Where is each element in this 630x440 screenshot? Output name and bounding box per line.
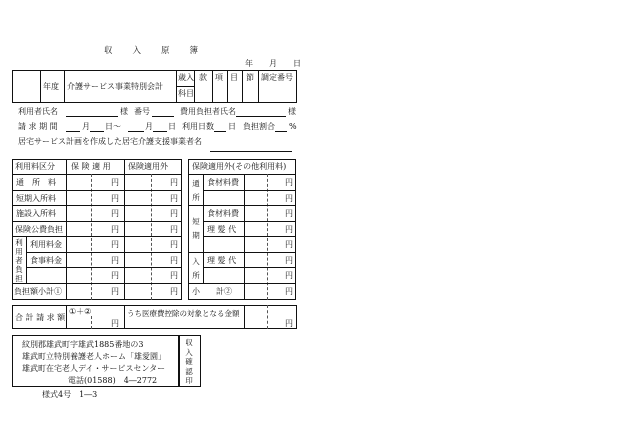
total-formula: ①＋② <box>69 307 92 316</box>
yen-rr7: 円 <box>285 271 293 280</box>
food-label-1: 食材料費 <box>207 178 239 187</box>
user-burden-vertical: 利用者負担 <box>15 238 23 283</box>
confirm-stamp-label: 収入確認印 <box>185 338 193 385</box>
row-label-riyoryo: 利用料金 <box>30 240 62 249</box>
medical-deduction-label: うち医療費控除の対象となる金額 <box>127 309 240 318</box>
food-label-2: 食材料費 <box>207 209 239 218</box>
date-label: 年 月 日 <box>245 59 301 68</box>
payer-name-label: 費用負担者氏名 <box>180 107 236 116</box>
sama-1: 様 <box>120 107 128 116</box>
days-label: 利用日数 <box>182 122 214 131</box>
row-label-tsusho: 通 所 料 <box>16 178 56 187</box>
day-2: 日 <box>168 122 176 131</box>
address-line-4: 電話(01588) 4―2772 <box>68 376 158 385</box>
col-header-uninsured: 保険適用外 <box>128 162 168 171</box>
row-label-shokuji: 食事料金 <box>30 256 62 265</box>
kou-label: 項 <box>215 73 223 82</box>
yen-r8: 円 <box>170 287 178 296</box>
yen-r3: 円 <box>170 209 178 218</box>
sainyu-label: 歳入 <box>178 73 194 82</box>
yen-rr6: 円 <box>285 256 293 265</box>
sama-2: 様 <box>288 107 296 116</box>
number-label: 番号 <box>134 107 150 116</box>
yen-r6: 円 <box>170 256 178 265</box>
medical-yen: 円 <box>285 319 293 328</box>
period-label: 請 求 期 間 <box>18 122 58 131</box>
yen-l4: 円 <box>111 225 119 234</box>
address-line-1: 紋別郡雄武町字雄武1885番地の3 <box>22 340 144 349</box>
yen-r2: 円 <box>170 194 178 203</box>
setsu-label: 節 <box>246 73 254 82</box>
total-label: 合 計 請 求 額 <box>15 313 66 322</box>
total-yen: 円 <box>111 319 119 328</box>
form-title: 収 入 原 簿 <box>104 46 200 56</box>
col-header-insured: 保 険 適 用 <box>71 162 111 171</box>
yen-rr4: 円 <box>285 225 293 234</box>
nendo-label: 年度 <box>43 82 59 91</box>
tsusho-vertical: 通所 <box>192 179 200 202</box>
nyusho-vertical: 入所 <box>192 257 200 280</box>
chotei-label: 調定番号 <box>261 73 293 82</box>
account-name: 介護サービス事業特別会計 <box>67 82 163 91</box>
yen-l3: 円 <box>111 209 119 218</box>
ratio-label: 負担割合 <box>243 122 275 131</box>
row-label-kohi: 保険公費負担 <box>15 225 63 234</box>
row-label-shisetsu: 施設入所料 <box>16 209 56 218</box>
address-line-3: 雄武町在宅老人デイ・サービスセンター <box>22 364 166 373</box>
days-unit: 日 <box>228 122 236 131</box>
address-line-2: 雄武町立特別養護老人ホーム「雄愛園」 <box>22 352 166 361</box>
yen-r1: 円 <box>170 178 178 187</box>
month-1: 月 <box>82 122 90 131</box>
kamoku-label: 科目 <box>178 89 194 98</box>
form-number: 様式4号 1―3 <box>42 390 98 399</box>
user-name-label: 利用者氏名 <box>18 107 58 116</box>
yen-l7: 円 <box>111 271 119 280</box>
barber-label-1: 理 髪 代 <box>207 225 237 234</box>
tanki-vertical: 短期 <box>192 217 200 240</box>
yen-l6: 円 <box>111 256 119 265</box>
yen-rr2: 円 <box>285 194 293 203</box>
yen-r4: 円 <box>170 225 178 234</box>
kan-label: 款 <box>199 73 207 82</box>
yen-l8: 円 <box>111 287 119 296</box>
row-label-tanki: 短期入所料 <box>16 194 56 203</box>
col-header-category: 利用料区分 <box>15 162 55 171</box>
row-label-subtotal: 負担額小計① <box>14 287 62 296</box>
barber-label-2: 理 髪 代 <box>207 256 237 265</box>
pct-sign: % <box>289 122 297 131</box>
right-subtotal: 小 計② <box>192 287 232 296</box>
right-header: 保険適用外(その他利用料) <box>192 162 287 171</box>
care-plan-label: 居宅サービス計画を作成した居宅介護支援事業者名 <box>18 137 202 146</box>
day-1: 日～ <box>105 122 121 131</box>
yen-l2: 円 <box>111 194 119 203</box>
yen-l1: 円 <box>111 178 119 187</box>
yen-rr1: 円 <box>285 178 293 187</box>
yen-l5: 円 <box>111 240 119 249</box>
month-2: 月 <box>145 122 153 131</box>
yen-r5: 円 <box>170 240 178 249</box>
yen-rr3: 円 <box>285 209 293 218</box>
moku-label: 目 <box>230 73 238 82</box>
yen-rr5: 円 <box>285 240 293 249</box>
yen-r7: 円 <box>170 271 178 280</box>
yen-rr8: 円 <box>285 287 293 296</box>
